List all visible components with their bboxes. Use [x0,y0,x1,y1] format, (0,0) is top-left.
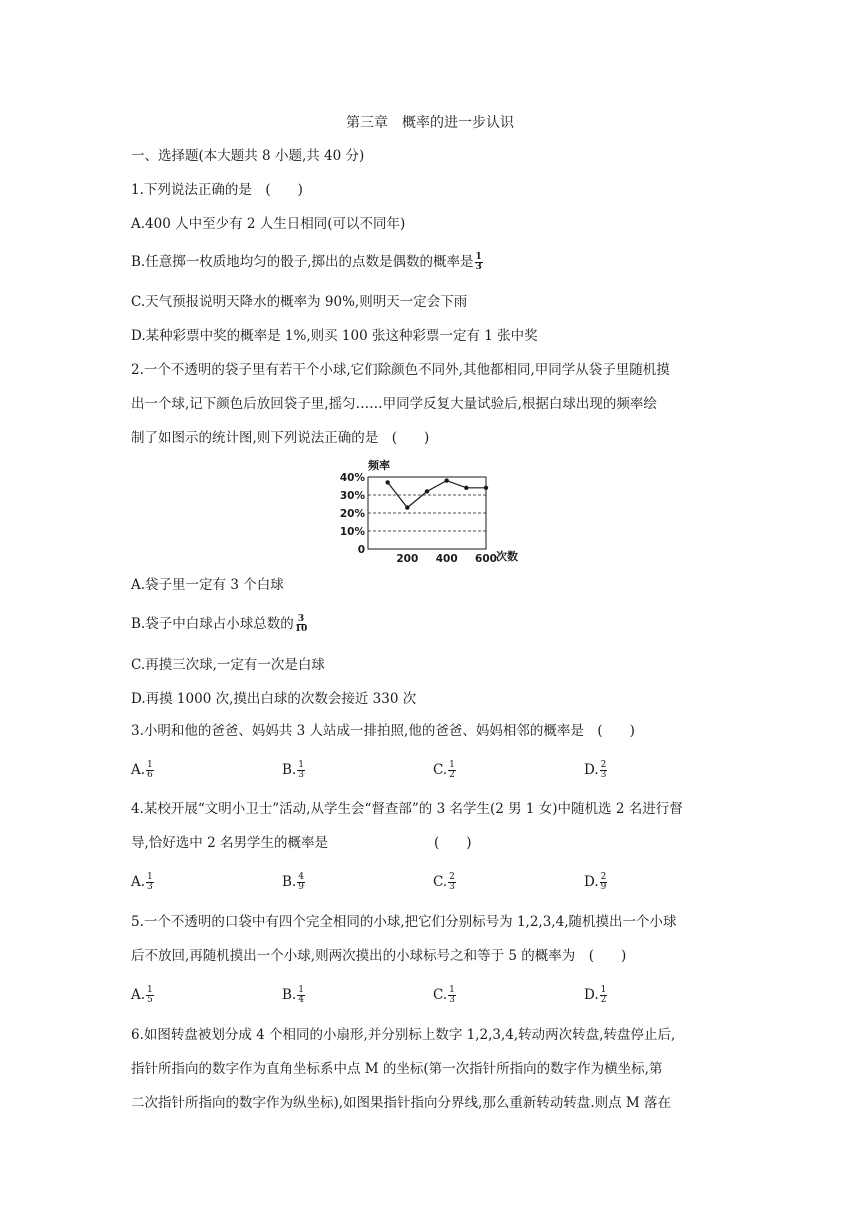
fraction-numerator: 1 [147,985,153,995]
option-fraction [448,986,456,1005]
data-point [444,478,448,482]
option-letter: D. [584,987,599,1003]
option-fraction [297,986,305,1005]
fraction-denominator: 6 [147,770,153,780]
q4-option-b [282,872,305,892]
q5-stem-line1: 5.一个不透明的口袋中有四个完全相同的小球,把它们分别标号为 1,2,3,4,随机摸出一个小球 [131,914,677,930]
y-axis-label: 频率 [368,459,390,472]
x-tick-label: 400 [435,553,458,565]
option-fraction [146,986,154,1005]
fraction-denominator: 2 [449,770,455,780]
fraction-numerator: 1 [600,985,607,995]
q2-stem-line3: 制了如图示的统计图,则下列说法正确的是 ( ) [131,430,430,446]
data-point [425,489,429,493]
fraction-numerator: 1 [298,985,304,995]
fraction-numerator: 2 [600,872,607,882]
q2-option-d: D.再摸 1000 次,摸出白球的次数会接近 330 次 [131,691,417,707]
q3-option-b [282,760,305,780]
q3-option-c [433,760,456,780]
q1-option-a: A.400 人中至少有 2 人生日相同(可以不同年) [131,216,406,232]
fraction-numerator: 2 [449,872,455,882]
q2-stem-line2: 出一个球,记下颜色后放回袋子里,摇匀……甲同学反复大量试验后,根据白球出现的频率绘 [131,396,657,412]
q1-stem: 1.下列说法正确的是 ( ) [131,182,303,198]
fraction-denominator: 3 [147,882,153,892]
fraction-numerator: 1 [449,985,455,995]
series-line [388,481,486,508]
fraction-denominator: 2 [600,995,607,1005]
option-letter: D. [584,874,599,890]
frequency-chart [330,455,530,565]
option-letter: B. [282,987,297,1003]
q4-stem-line1: 4.某校开展“文明小卫士”活动,从学生会“督查部”的 3 名学生(2 男 1 女)中随机选 2 名进行督 [131,801,683,817]
q4-option-a [131,872,154,892]
q5-option-b [282,985,305,1005]
q1-option-b [131,252,483,272]
option-letter: B. [282,762,297,778]
option-fraction [600,986,608,1005]
option-letter: D. [584,762,599,778]
q2-option-b-text: B.袋子中白球占小球总数的 [131,616,294,632]
q4-answer-paren: ( ) [434,835,472,851]
fraction-denominator: 9 [298,882,304,892]
option-letter: A. [131,762,146,778]
q1-option-b-fraction [475,253,483,272]
q3-option-a [131,760,154,780]
q3-option-d [584,760,607,780]
x-tick-label: 600 [475,553,497,565]
q1-option-b-text: B.任意掷一枚质地均匀的骰子,掷出的点数是偶数的概率是 [131,254,474,270]
option-letter: B. [282,874,297,890]
option-fraction [448,873,456,892]
fraction-numerator: 4 [298,872,304,882]
data-point [385,480,389,484]
q6-stem-line1: 6.如图转盘被划分成 4 个相同的小扇形,并分别标上数字 1,2,3,4,转动两次转盘,转盘停止后, [131,1027,676,1043]
q2-stem-line1: 2.一个不透明的袋子里有若干个小球,它们除颜色不同外,其他都相同,甲同学从袋子里随机摸 [131,362,670,378]
q1-option-c: C.天气预报说明天降水的概率为 90%,则明天一定会下雨 [131,294,468,310]
option-letter: A. [131,874,146,890]
x-axis-label: 次数 [496,550,518,563]
fraction-numerator: 1 [147,760,153,770]
y-tick-label: 30% [339,490,365,502]
q4-option-d [584,872,607,892]
q6-stem-line2: 指针所指向的数字作为直角坐标系中点 M 的坐标(第一次指针所指向的数字作为横坐标,第 [131,1061,663,1077]
fraction-denominator: 3 [449,995,455,1005]
data-point [405,505,409,509]
option-fraction [146,873,154,892]
q2-option-b-fraction [295,615,308,634]
q5-option-a [131,985,154,1005]
q1-option-d: D.某种彩票中奖的概率是 1%,则买 100 张这种彩票一定有 1 张中奖 [131,328,538,344]
q2-option-c: C.再摸三次球,一定有一次是白球 [131,657,325,673]
q5-stem-line2: 后不放回,再随机摸出一个小球,则两次摸出的小球标号之和等于 5 的概率为 ( ) [131,948,627,964]
fraction-denominator: 3 [475,262,482,272]
option-letter: C. [433,762,448,778]
fraction-numerator: 1 [298,760,304,770]
x-tick-label: 200 [396,553,419,565]
fraction-numerator: 1 [147,872,153,882]
q5-option-c [433,985,456,1005]
fraction-denominator: 3 [600,770,607,780]
q2-option-a: A.袋子里一定有 3 个白球 [131,577,284,593]
option-letter: C. [433,874,448,890]
y-tick-label: 0 [357,544,365,556]
fraction-numerator: 3 [297,614,305,624]
q4-option-c [433,872,456,892]
fraction-numerator: 1 [475,252,482,262]
y-tick-label: 40% [339,472,365,484]
data-point [484,486,488,490]
option-letter: C. [433,987,448,1003]
q5-option-d [584,985,607,1005]
option-fraction [600,761,608,780]
option-fraction [600,873,608,892]
fraction-denominator: 3 [449,882,455,892]
fraction-denominator: 10 [294,624,308,634]
section-heading: 一、选择题(本大题共 8 小题,共 40 分) [131,148,365,164]
q4-stem-line2: 导,恰好选中 2 名男学生的概率是 [131,835,328,851]
option-fraction [146,761,154,780]
fraction-denominator: 4 [298,995,304,1005]
option-letter: A. [131,987,146,1003]
y-tick-label: 10% [339,526,365,538]
y-tick-label: 20% [339,508,365,520]
option-fraction [297,873,305,892]
data-point [464,486,468,490]
q3-stem: 3.小明和他的爸爸、妈妈共 3 人站成一排拍照,他的爸爸、妈妈相邻的概率是 ( ) [131,723,635,739]
q6-stem-line3: 二次指针所指向的数字作为纵坐标),如图果指针指向分界线,那么重新转动转盘.则点 M 落在 [131,1095,672,1111]
fraction-denominator: 5 [147,995,153,1005]
page-title: 第三章 概率的进一步认识 [346,115,514,131]
option-fraction [297,761,305,780]
fraction-numerator: 1 [449,760,455,770]
fraction-denominator: 9 [600,882,607,892]
fraction-denominator: 3 [298,770,304,780]
option-fraction [448,761,456,780]
fraction-numerator: 2 [600,760,607,770]
q2-option-b [131,614,307,634]
